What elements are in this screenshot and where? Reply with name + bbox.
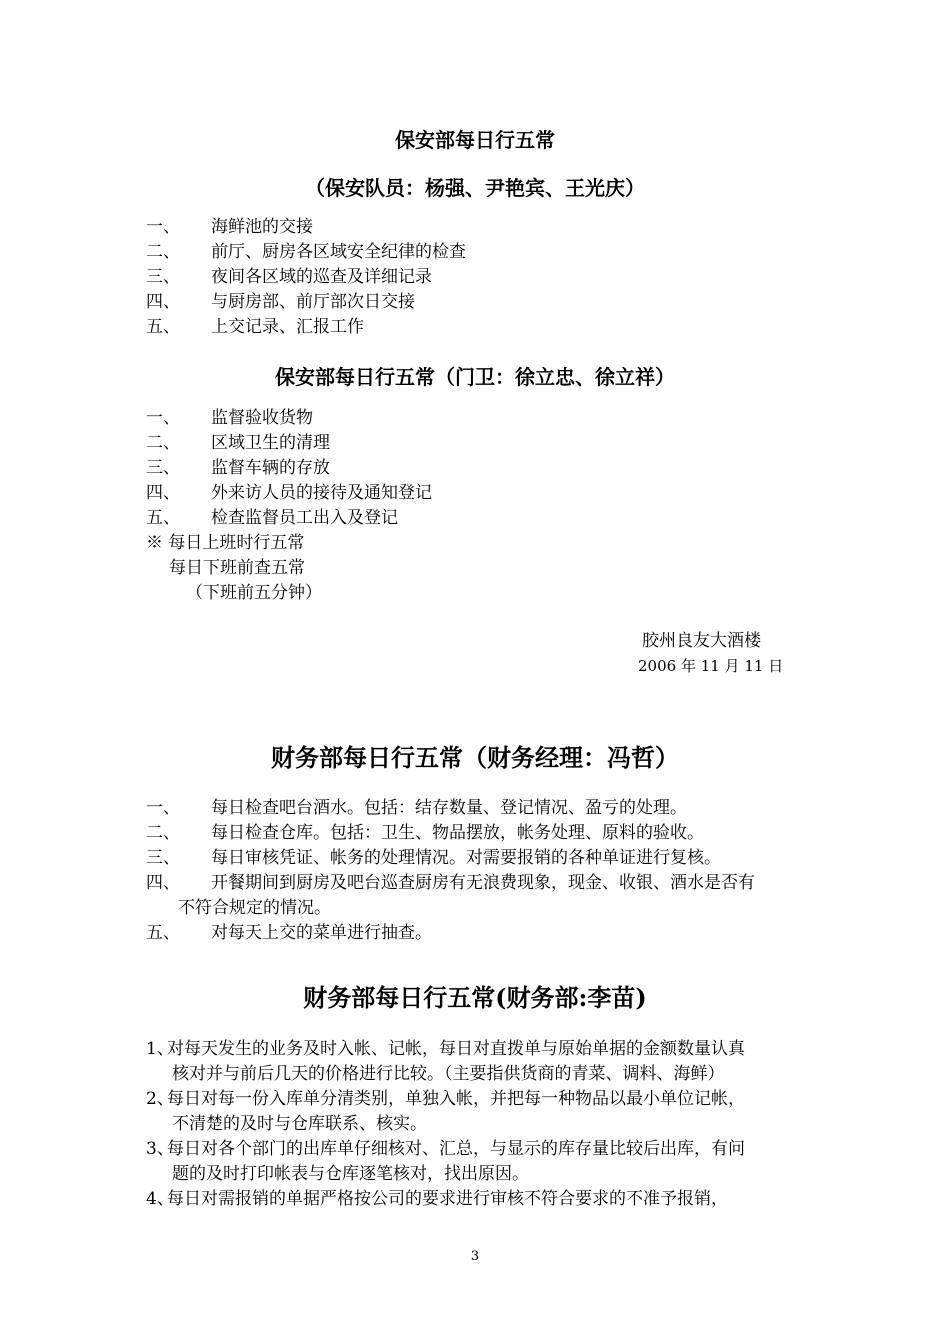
page-number: 3 <box>470 1249 480 1264</box>
security-gate-title: 保安部每日行五常（门卫：徐立忠、徐立祥） <box>275 365 675 389</box>
security-title: 保安部每日行五常 <box>395 128 555 152</box>
finance-staff-title: 财务部每日行五常(财务部:李苗) <box>303 983 647 1012</box>
finance-manager-title: 财务部每日行五常（财务经理：冯哲） <box>271 743 679 772</box>
document-page: 保安部每日行五常 （保安队员：杨强、尹艳宾、王光庆） 一、 海鲜池的交接 二、 前厅、厨房各区域安全纪律的检查 三、 夜间各区域的巡查及详细记录 四、 与厨房部、前厅部次日交接 五、 上交记录、汇报工作 保安部每日行五常（门卫：徐立忠、徐立祥） 一、 监督验收货物 二、 区域卫生的清理 三、 监督车辆的存放 四、 外来访人员的接待及通知登记 五、 检查监督员工出入及登记 ※ 每日上班时行五常 每日下班前查五常 （下班前五分钟） 胶州良友大酒楼 2006 年 11 月 11 日 财务部每日行五常（财务经理：冯哲） 一、 每日检查吧台酒水。包括：结存数量、登记情况、盈亏的处理。 二、 每日检查仓库。包括：卫生、物品摆放，帐务处理、原料的验收。 三、 每日审核凭证、帐务的处理情况。对需要报销的各种单证进行复核。 四、 开餐期间到厨房及吧台巡查厨房有无浪费现象，现金、收银、酒水是否有 不符合规定的情况。 五、 对每天上交的菜单进行抽查。 财务部每日行五常(财务部:李苗) 1、 对每天发生的业务及时入帐、记帐，每日对直拨单与原始单据的金额数量认真 核对并与前后几天的价格进行比较。（主要指供货商的青菜、调料、海鲜） 2、 每日对每一份入库单分清类别，单独入帐，并把每一种物品以最小单位记帐， 不清楚的及时与仓库联系、核实。 3、 每日对各个部门的出库单仔细核对、汇总，与显示的库存量比较后出库，有问 题的及时打印帐表与仓库逐笔核对，找出原因。 4、 每日对需报销的单据严格按公司的要求进行审核不符合要求的不准予报销， 3 <box>0 0 950 1344</box>
security-subtitle: （保安队员：杨强、尹艳宾、王光庆） <box>305 176 645 200</box>
